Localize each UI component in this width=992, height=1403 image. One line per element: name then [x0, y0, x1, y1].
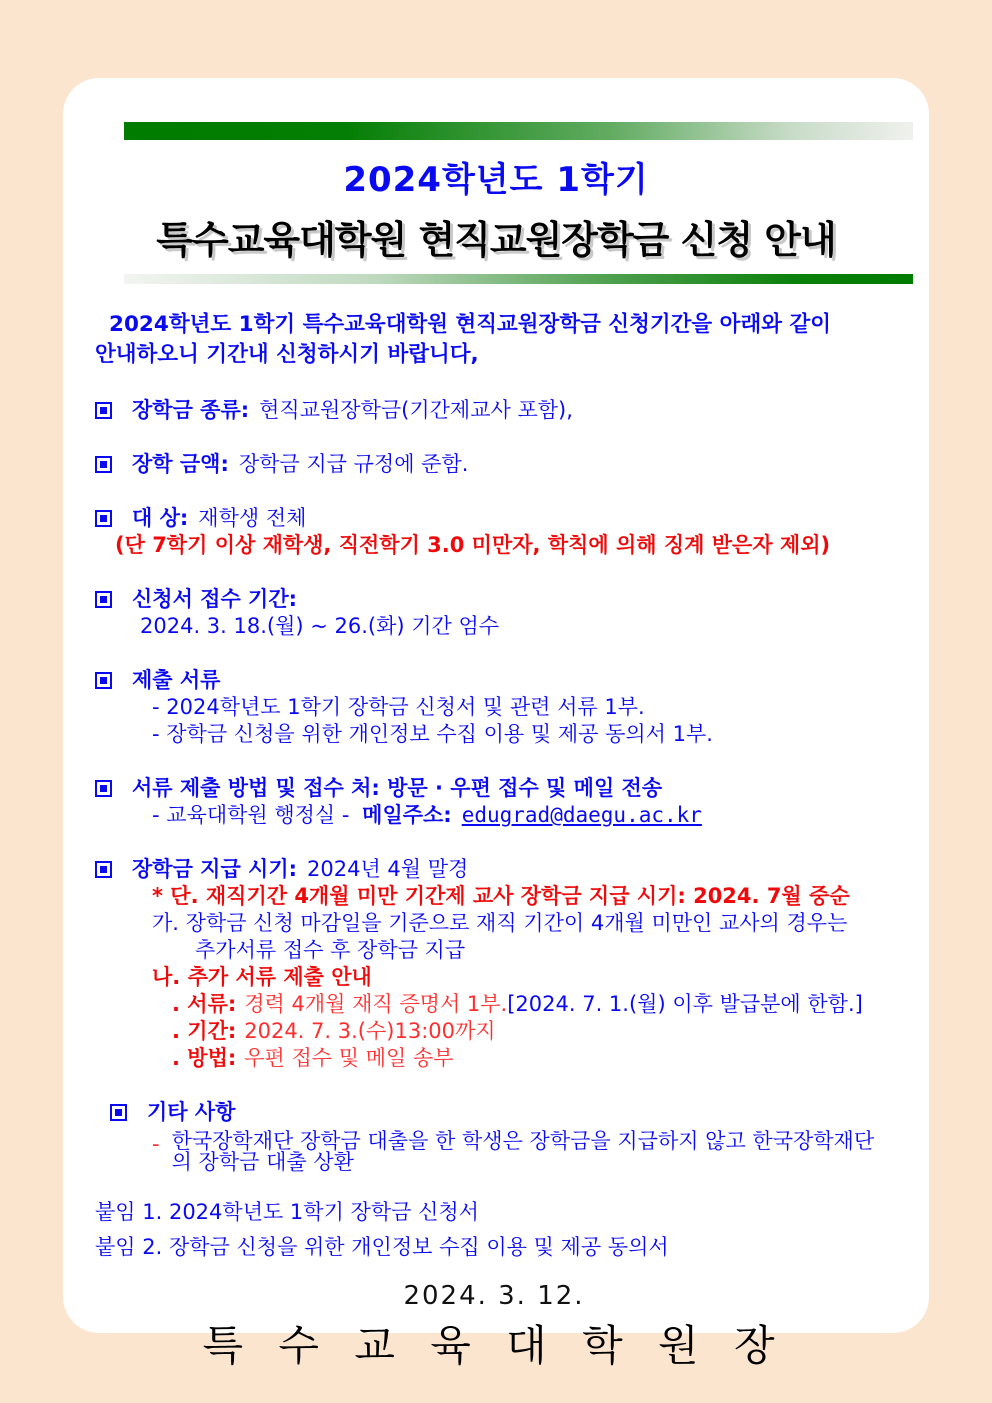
notice-subtitle: 2024학년도 1학기: [343, 160, 649, 200]
section-label: 제출 서류: [132, 668, 221, 692]
section-etc: [110, 1099, 893, 1126]
section-line: [132, 397, 573, 424]
section-line: [132, 667, 230, 694]
bullet-square-icon: [95, 861, 112, 878]
section-label: 장학금 지급 시기:: [132, 857, 298, 881]
section-scholarship-amount: [95, 451, 893, 478]
section-label: 장학금 종류:: [132, 398, 250, 422]
notice-title: 특수교육대학원 현직교원장학금 신청 안내: [156, 218, 836, 262]
section-value: 장학금 지급 규정에 준함.: [238, 452, 469, 476]
attachment-item: 붙임 1. 2024학년도 1학기 장학금 신청서: [95, 1200, 479, 1224]
notice-body: [63, 284, 929, 1370]
etc-note-line: [152, 1131, 893, 1173]
section-submission: [95, 775, 893, 802]
email-link[interactable]: edugrad@daegu.ac.kr: [461, 803, 702, 827]
payment-exception-note: * 단. 재직기간 4개월 미만 기간제 교사 장학금 지급 시기: 2024. 7월 중순: [152, 884, 850, 908]
payment-na-label: 나. 추가 서류 제출 안내: [152, 965, 372, 989]
section-payment: [95, 856, 893, 883]
section-documents: [95, 667, 893, 694]
bullet-square-icon: [95, 402, 112, 419]
doc-blue-text: [2024. 7. 1.(월) 이후 발급분에 한함.]: [507, 992, 863, 1016]
additional-doc-line: [172, 991, 893, 1018]
section-label: 기타 사항: [147, 1100, 236, 1124]
email-label: 메일주소:: [362, 803, 452, 827]
section-line: [132, 586, 307, 613]
section-line: [132, 451, 468, 478]
doc-red-text: 경력 4개월 재직 증명서 1부.: [244, 992, 508, 1016]
intro-line-1: 2024학년도 1학기 특수교육대학원 현직교원장학금 신청기간을 아래와 같이: [109, 312, 832, 337]
payment-ga-line-1: 가. 장학금 신청 마감일을 기준으로 재직 기간이 4개월 미만인 교사의 경우는: [152, 911, 848, 935]
submission-office-line: [152, 802, 893, 829]
additional-method-line: [172, 1045, 893, 1072]
intro-line-2: 안내하오니 기간내 신청하시기 바랍니다,: [95, 342, 479, 367]
bullet-square-icon: [95, 780, 112, 797]
etc-dash: -: [152, 1132, 160, 1156]
section-value: 2024년 4월 말경: [307, 857, 469, 881]
bottom-gradient-bar: [124, 274, 913, 284]
bullet-square-icon: [110, 1104, 127, 1121]
period-value: 2024. 7. 3.(수)13:00까지: [244, 1019, 496, 1043]
section-target: [95, 505, 893, 532]
intro-paragraph: [95, 310, 893, 370]
bullet-square-icon: [95, 456, 112, 473]
doc-label: . 서류:: [172, 992, 237, 1016]
method-label: . 방법:: [172, 1046, 237, 1070]
notice-date: 2024. 3. 12.: [403, 1281, 585, 1311]
target-exclusion-note: (단 7학기 이상 재학생, 직전학기 3.0 미만자, 학칙에 의해 징계 받은자 제외): [115, 533, 831, 557]
bullet-square-icon: [95, 591, 112, 608]
top-gradient-bar: [124, 122, 913, 140]
section-line: [147, 1099, 245, 1126]
section-scholarship-type: [95, 397, 893, 424]
section-value: 현직교원장학금(기간제교사 포함),: [259, 398, 573, 422]
section-line: [132, 505, 306, 532]
payment-ga-line-2: 추가서류 접수 후 장학금 지급: [195, 938, 466, 962]
signature-dean: 특 수 교 육 대 학 원 장: [202, 1321, 786, 1370]
method-value: 우편 접수 및 메일 송부: [244, 1046, 454, 1070]
section-value: 재학생 전체: [198, 506, 307, 530]
submission-office: - 교육대학원 행정실 -: [152, 803, 350, 827]
application-period-value: 2024. 3. 18.(월) ~ 26.(화) 기간 엄수: [140, 614, 500, 638]
additional-period-line: [172, 1018, 893, 1045]
document-item: - 2024학년도 1학기 장학금 신청서 및 관련 서류 1부.: [152, 695, 645, 719]
period-label: . 기간:: [172, 1019, 237, 1043]
section-label: 서류 제출 방법 및 접수 처: 방문 · 우편 접수 및 메일 전송: [132, 776, 663, 800]
notice-document: [63, 78, 929, 1370]
section-label: 장학 금액:: [132, 452, 229, 476]
bullet-square-icon: [95, 510, 112, 527]
document-item: - 장학금 신청을 위한 개인정보 수집 이용 및 제공 동의서 1부.: [152, 722, 713, 746]
section-label: 대 상:: [132, 506, 189, 530]
section-label: 신청서 접수 기간:: [132, 587, 298, 611]
etc-text: 한국장학재단 장학금 대출을 한 학생은 장학금을 지급하지 않고 한국장학재단의 장학금 대출 상환: [171, 1129, 875, 1174]
attachment-item: 붙임 2. 장학금 신청을 위한 개인정보 수집 이용 및 제공 동의서: [95, 1235, 669, 1259]
section-line: [132, 775, 672, 802]
section-application-period: [95, 586, 893, 613]
section-line: [132, 856, 468, 883]
bullet-square-icon: [95, 672, 112, 689]
